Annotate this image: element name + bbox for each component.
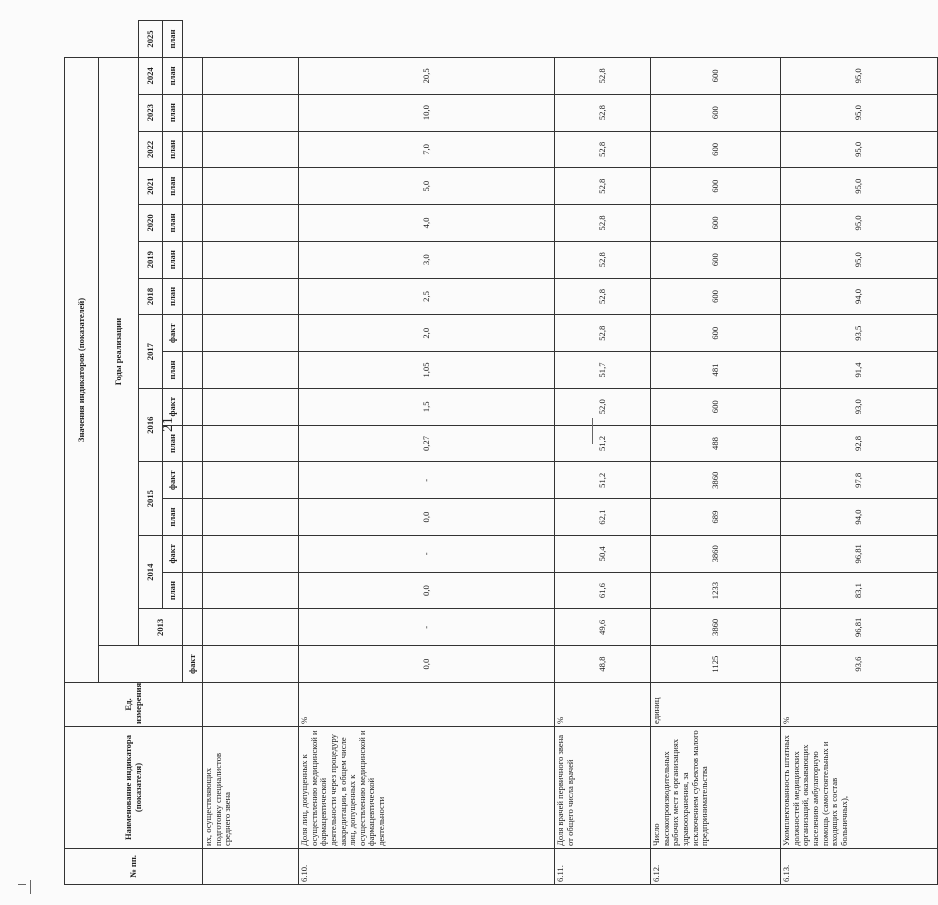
header-plan: план xyxy=(163,94,183,131)
header-blank xyxy=(183,535,203,572)
value-cell: 1,5 xyxy=(299,388,555,425)
value-cell: 0,0 xyxy=(299,646,555,683)
value-cell: 52,0 xyxy=(555,388,651,425)
header-year: 2017 xyxy=(139,315,163,389)
header-blank xyxy=(183,609,203,646)
value-cell: 51,7 xyxy=(555,352,651,389)
value-cell: 600 xyxy=(651,205,781,242)
value-cell: 600 xyxy=(651,57,781,94)
header-plan: план xyxy=(163,278,183,315)
value-cell xyxy=(203,646,299,683)
header-blank xyxy=(99,646,183,683)
value-cell xyxy=(203,352,299,389)
value-cell: 1,05 xyxy=(299,352,555,389)
value-cell xyxy=(203,278,299,315)
value-cell: 52,8 xyxy=(555,168,651,205)
value-cell: 52,8 xyxy=(555,315,651,352)
header-fact: факт xyxy=(163,462,183,499)
unit-cell: единиц xyxy=(651,683,781,727)
value-cell: 93,6 xyxy=(781,646,938,683)
header-unit: Ед. измерения xyxy=(65,683,203,727)
value-cell: 0,0 xyxy=(299,572,555,609)
indicator-name: их, осуществляющих подготовку специалистов среднего звена xyxy=(203,727,299,849)
header-blank xyxy=(183,388,203,425)
value-cell: 93,5 xyxy=(781,315,938,352)
value-cell xyxy=(203,131,299,168)
value-cell: 52,8 xyxy=(555,241,651,278)
value-cell: 49,6 xyxy=(555,609,651,646)
indicators-table-page xyxy=(64,20,864,885)
value-cell: 7,0 xyxy=(299,131,555,168)
value-cell: 48,8 xyxy=(555,646,651,683)
header-plan: план xyxy=(163,21,183,58)
value-cell: 600 xyxy=(651,131,781,168)
scan-mark xyxy=(18,884,26,885)
header-plan: план xyxy=(163,131,183,168)
value-cell xyxy=(203,168,299,205)
value-cell: 96,81 xyxy=(781,609,938,646)
header-plan: план xyxy=(163,352,183,389)
header-plan: план xyxy=(163,57,183,94)
value-cell xyxy=(203,388,299,425)
value-cell: 51,2 xyxy=(555,462,651,499)
value-cell: 3,0 xyxy=(299,241,555,278)
value-cell: 481 xyxy=(651,352,781,389)
header-blank xyxy=(183,94,203,131)
value-cell xyxy=(203,535,299,572)
value-cell: 600 xyxy=(651,388,781,425)
header-plan: план xyxy=(163,205,183,242)
row-number: 6.12. xyxy=(651,849,781,885)
value-cell xyxy=(203,609,299,646)
header-year: 2020 xyxy=(139,205,163,242)
value-cell: 95,0 xyxy=(781,94,938,131)
value-cell: 92,8 xyxy=(781,425,938,462)
value-cell: - xyxy=(299,609,555,646)
value-cell xyxy=(203,462,299,499)
value-cell: 0,0 xyxy=(299,499,555,536)
header-plan: план xyxy=(163,572,183,609)
value-cell: 62,1 xyxy=(555,499,651,536)
indicators-table xyxy=(64,20,938,885)
table-row xyxy=(203,21,299,885)
value-cell: 94,0 xyxy=(781,499,938,536)
value-cell xyxy=(203,425,299,462)
indicator-name: Доля лиц, допущенных к осуществлению медицинской и фармацевтической деятельности через процедуру аккредитации, в общем числе лиц, допущенных к осуществлению медицинской и фармацевтической деятельности xyxy=(299,727,555,849)
header-year: 2016 xyxy=(139,388,163,462)
header-blank xyxy=(183,278,203,315)
value-cell: 95,0 xyxy=(781,205,938,242)
row-number: 6.11. xyxy=(555,849,651,885)
header-blank xyxy=(183,352,203,389)
value-cell: 95,0 xyxy=(781,241,938,278)
header-year: 2013 xyxy=(139,609,183,646)
value-cell: 52,8 xyxy=(555,131,651,168)
header-fact: факт xyxy=(183,646,203,683)
value-cell: 600 xyxy=(651,168,781,205)
header-blank xyxy=(183,205,203,242)
header-year: 2025 xyxy=(139,21,163,58)
header-fact: факт xyxy=(163,315,183,352)
table-row xyxy=(299,21,555,885)
value-cell: 2,0 xyxy=(299,315,555,352)
table-row xyxy=(555,21,651,885)
unit-cell xyxy=(203,683,299,727)
value-cell: 600 xyxy=(651,241,781,278)
value-cell xyxy=(203,572,299,609)
value-cell: 52,8 xyxy=(555,94,651,131)
scan-mark xyxy=(592,418,593,444)
value-cell: 50,4 xyxy=(555,535,651,572)
value-cell: 600 xyxy=(651,94,781,131)
value-cell xyxy=(203,241,299,278)
header-year: 2022 xyxy=(139,131,163,168)
indicator-name: Число высокопроизводительных рабочих мест в организациях здравоохранения, за исключением субъектов малого предпринимательства xyxy=(651,727,781,849)
header-year: 2023 xyxy=(139,94,163,131)
value-cell: 95,0 xyxy=(781,57,938,94)
value-cell: 1125 xyxy=(651,646,781,683)
value-cell: 96,81 xyxy=(781,535,938,572)
header-year: 2018 xyxy=(139,278,163,315)
header-plan: план xyxy=(163,499,183,536)
header-year: 2024 xyxy=(139,57,163,94)
value-cell: 0,27 xyxy=(299,425,555,462)
indicator-name: Доля врачей первичного звена от общего числа врачей xyxy=(555,727,651,849)
value-cell: 91,4 xyxy=(781,352,938,389)
header-name: Наименование индикатора (показателя) xyxy=(65,727,203,849)
value-cell xyxy=(203,315,299,352)
value-cell xyxy=(203,57,299,94)
value-cell: 61,6 xyxy=(555,572,651,609)
value-cell: 51,2 xyxy=(555,425,651,462)
value-cell: 20,5 xyxy=(299,57,555,94)
row-number xyxy=(203,849,299,885)
header-blank xyxy=(183,168,203,205)
value-cell: - xyxy=(299,462,555,499)
header-fact: факт xyxy=(163,388,183,425)
header-blank xyxy=(183,241,203,278)
value-cell: 600 xyxy=(651,278,781,315)
unit-cell: % xyxy=(781,683,938,727)
value-cell: 2,5 xyxy=(299,278,555,315)
header-blank xyxy=(183,425,203,462)
value-cell: 4,0 xyxy=(299,205,555,242)
header-blank xyxy=(183,57,203,94)
unit-cell: % xyxy=(555,683,651,727)
row-number: 6.10. xyxy=(299,849,555,885)
value-cell: 488 xyxy=(651,425,781,462)
table-row xyxy=(651,21,781,885)
value-cell: 97,8 xyxy=(781,462,938,499)
page-number: 21 xyxy=(160,417,176,432)
scan-mark xyxy=(30,880,31,894)
value-cell: 52,8 xyxy=(555,57,651,94)
row-number: 6.13. xyxy=(781,849,938,885)
value-cell: 1233 xyxy=(651,572,781,609)
header-year: 2019 xyxy=(139,241,163,278)
value-cell: 95,0 xyxy=(781,168,938,205)
header-blank xyxy=(183,462,203,499)
value-cell: 83,1 xyxy=(781,572,938,609)
header-years-group: Годы реализации xyxy=(99,57,139,645)
value-cell: - xyxy=(299,535,555,572)
value-cell: 600 xyxy=(651,315,781,352)
value-cell: 52,8 xyxy=(555,278,651,315)
header-plan: план xyxy=(163,168,183,205)
table-body xyxy=(203,21,938,885)
unit-cell: % xyxy=(299,683,555,727)
indicator-name: Укомплектованность штатных должностей медицинских организаций, оказывающих населению амбулаторную помощь (самостоятельных и входящих в состав больничных), xyxy=(781,727,938,849)
value-cell: 94,0 xyxy=(781,278,938,315)
value-cell: 5,0 xyxy=(299,168,555,205)
value-cell: 3860 xyxy=(651,535,781,572)
value-cell: 95,0 xyxy=(781,131,938,168)
header-no: № пп. xyxy=(65,849,203,885)
header-year: 2021 xyxy=(139,168,163,205)
header-blank xyxy=(183,572,203,609)
value-cell: 10,0 xyxy=(299,94,555,131)
value-cell xyxy=(203,94,299,131)
table-row xyxy=(781,21,938,885)
header-blank xyxy=(183,315,203,352)
header-values: Значения индикаторов (показателей) xyxy=(65,57,99,682)
value-cell: 3860 xyxy=(651,462,781,499)
value-cell: 93,0 xyxy=(781,388,938,425)
value-cell: 689 xyxy=(651,499,781,536)
value-cell: 3860 xyxy=(651,609,781,646)
header-year: 2015 xyxy=(139,462,163,536)
header-blank xyxy=(183,131,203,168)
value-cell xyxy=(203,205,299,242)
header-fact: факт xyxy=(163,535,183,572)
header-blank xyxy=(183,499,203,536)
header-year: 2014 xyxy=(139,535,163,609)
value-cell: 52,8 xyxy=(555,205,651,242)
value-cell xyxy=(203,499,299,536)
header-plan: план xyxy=(163,425,183,462)
header-plan: план xyxy=(163,241,183,278)
